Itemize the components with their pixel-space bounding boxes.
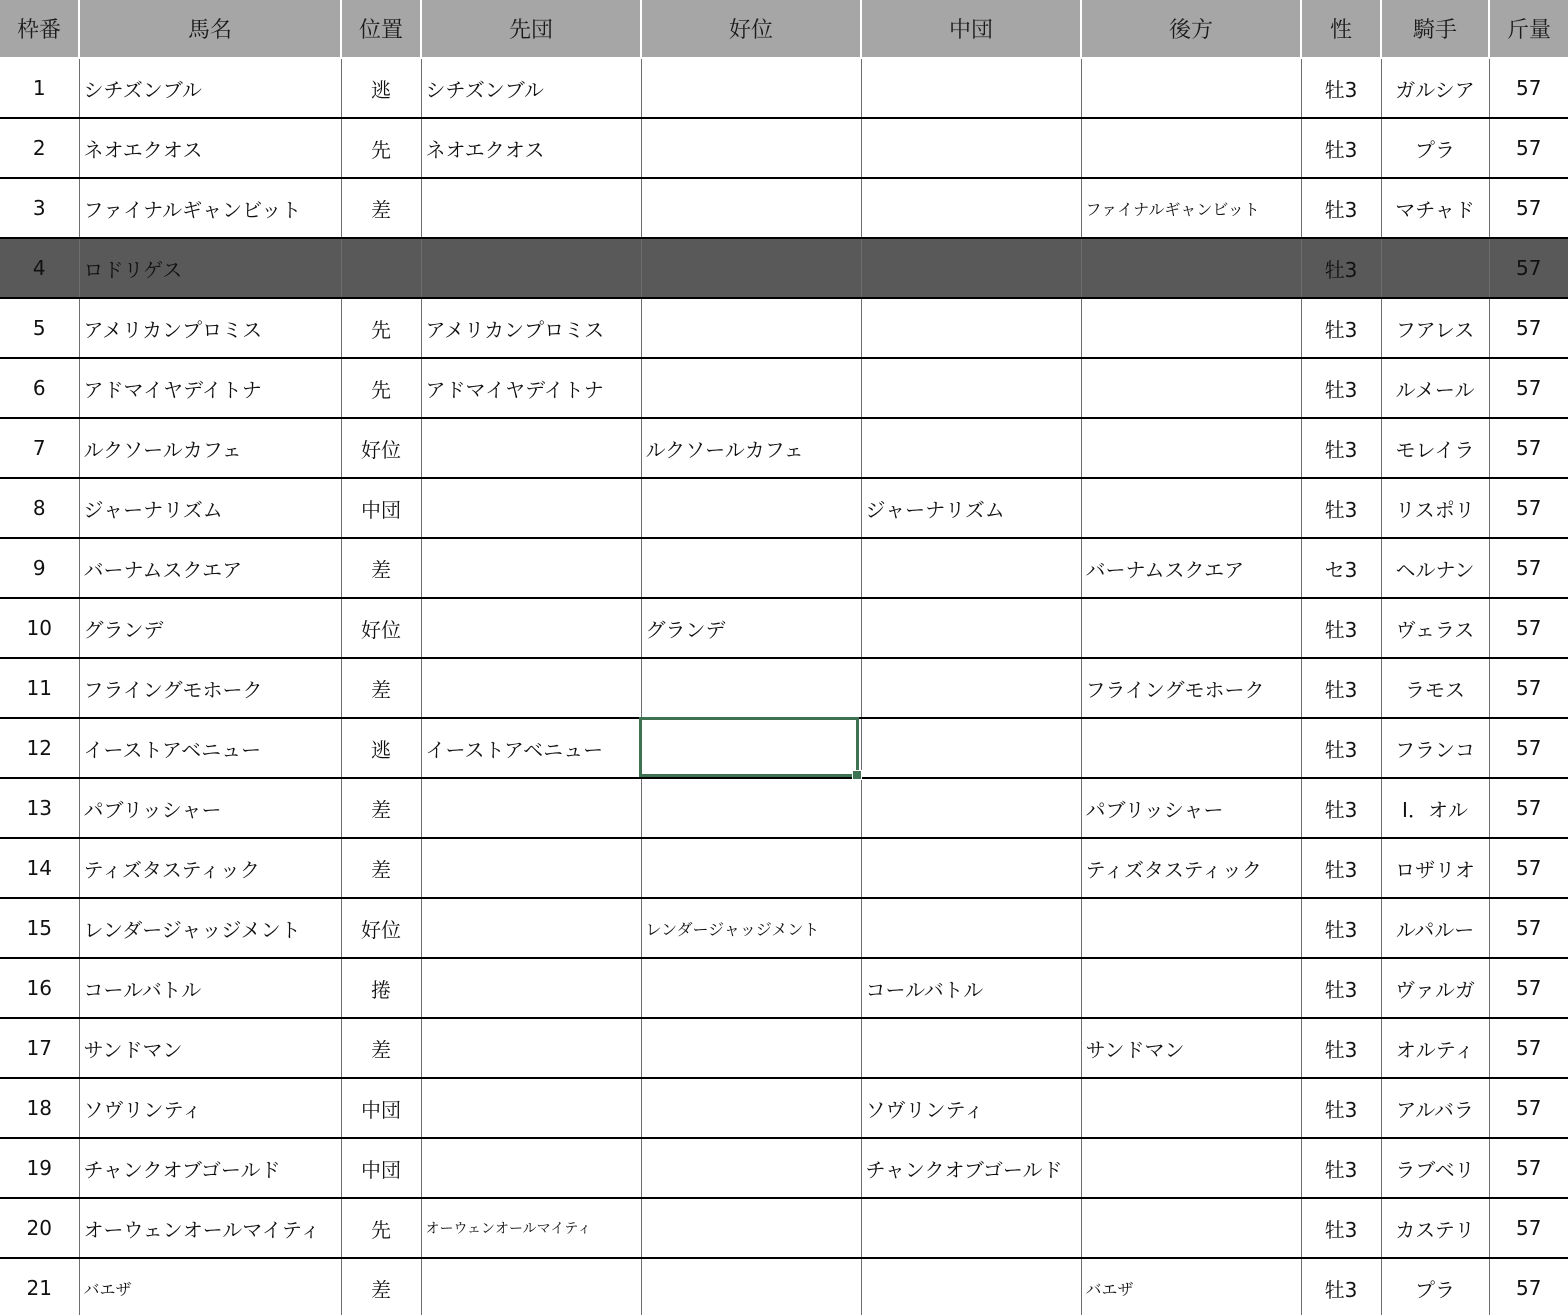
position-cell[interactable]: 差 [341,1258,421,1315]
jockey-cell[interactable]: マチャド [1381,178,1489,238]
middle-group-cell[interactable] [861,298,1081,358]
middle-group-cell[interactable] [861,418,1081,478]
table-row [0,418,1568,478]
middle-group-cell[interactable] [861,598,1081,658]
table-row [0,298,1568,358]
middle-group-cell[interactable] [861,718,1081,778]
horse-name-cell[interactable]: シチズンブル [79,58,341,118]
jockey-cell[interactable]: プラ [1381,118,1489,178]
lead-group-cell[interactable] [421,898,641,958]
frame-cell[interactable]: 15 [0,898,79,958]
sex-age-cell[interactable]: 牡3 [1301,598,1381,658]
weight-cell[interactable]: 57 [1489,538,1568,598]
position-cell[interactable]: 差 [341,658,421,718]
weight-cell[interactable]: 57 [1489,298,1568,358]
good-position-cell[interactable]: ルクソールカフェ [641,418,861,478]
sex-age-cell[interactable]: 牡3 [1301,1258,1381,1315]
horse-name-cell[interactable]: グランデ [79,598,341,658]
sex-age-cell[interactable]: 牡3 [1301,358,1381,418]
jockey-cell[interactable]: プラ [1381,1258,1489,1315]
lead-group-cell[interactable] [421,658,641,718]
horse-name-cell[interactable]: オーウェンオールマイティ [79,1198,341,1258]
table-row [0,838,1568,898]
sex-age-cell[interactable]: 牡3 [1301,658,1381,718]
horse-name-cell[interactable]: ネオエクオス [79,118,341,178]
sex-age-cell[interactable]: 牡3 [1301,1138,1381,1198]
back-group-cell[interactable] [1081,958,1301,1018]
good-position-cell[interactable] [641,1258,861,1315]
weight-cell[interactable]: 57 [1489,658,1568,718]
position-cell[interactable]: 差 [341,838,421,898]
weight-cell[interactable]: 57 [1489,358,1568,418]
lead-group-cell[interactable]: シチズンブル [421,58,641,118]
back-group-cell[interactable]: サンドマン [1081,1018,1301,1078]
jockey-cell[interactable]: ガルシア [1381,58,1489,118]
middle-group-cell[interactable] [861,1018,1081,1078]
sex-age-cell[interactable]: 牡3 [1301,298,1381,358]
frame-cell[interactable]: 21 [0,1258,79,1315]
weight-cell[interactable]: 57 [1489,118,1568,178]
sex-age-cell[interactable]: 牡3 [1301,1078,1381,1138]
sex-age-cell[interactable]: 牡3 [1301,418,1381,478]
sex-age-cell[interactable]: 牡3 [1301,58,1381,118]
lead-group-cell[interactable]: アドマイヤデイトナ [421,358,641,418]
frame-cell[interactable]: 12 [0,718,79,778]
frame-cell[interactable]: 10 [0,598,79,658]
position-cell[interactable]: 先 [341,358,421,418]
good-position-cell[interactable] [641,958,861,1018]
header-jockey[interactable]: 騎手 [1381,0,1489,58]
good-position-cell[interactable] [641,1138,861,1198]
horse-name-cell[interactable]: バーナムスクエア [79,538,341,598]
jockey-cell[interactable]: ヴァルガ [1381,958,1489,1018]
horse-name-cell[interactable]: サンドマン [79,1018,341,1078]
header-row [0,0,1568,58]
horse-name-cell[interactable]: ロドリゲス [79,238,341,298]
good-position-cell[interactable]: グランデ [641,598,861,658]
lead-group-cell[interactable] [421,778,641,838]
lead-group-cell[interactable] [421,178,641,238]
frame-cell[interactable]: 18 [0,1078,79,1138]
position-cell[interactable]: 先 [341,298,421,358]
table-row [0,598,1568,658]
weight-cell[interactable]: 57 [1489,838,1568,898]
jockey-cell[interactable]: ラモス [1381,658,1489,718]
table-row [0,1198,1568,1258]
frame-cell[interactable]: 6 [0,358,79,418]
jockey-cell[interactable]: オルティ [1381,1018,1489,1078]
jockey-cell[interactable]: ルメール [1381,358,1489,418]
sex-age-cell[interactable]: 牡3 [1301,478,1381,538]
lead-group-cell[interactable]: ネオエクオス [421,118,641,178]
lead-group-cell[interactable] [421,958,641,1018]
good-position-cell[interactable]: レンダージャッジメント [641,898,861,958]
jockey-cell[interactable]: カステリ [1381,1198,1489,1258]
back-group-cell[interactable] [1081,58,1301,118]
back-group-cell[interactable] [1081,118,1301,178]
back-group-cell[interactable] [1081,478,1301,538]
sex-age-cell[interactable]: 牡3 [1301,718,1381,778]
position-cell[interactable]: 逃 [341,58,421,118]
position-cell[interactable]: 好位 [341,418,421,478]
weight-cell[interactable]: 57 [1489,1078,1568,1138]
good-position-cell[interactable] [641,238,861,298]
header-frame[interactable]: 枠番 [0,0,79,58]
lead-group-cell[interactable] [421,838,641,898]
middle-group-cell[interactable] [861,58,1081,118]
frame-cell[interactable]: 7 [0,418,79,478]
jockey-cell[interactable]: ロザリオ [1381,838,1489,898]
back-group-cell[interactable]: フライングモホーク [1081,658,1301,718]
good-position-cell[interactable] [641,1018,861,1078]
frame-cell[interactable]: 2 [0,118,79,178]
back-group-cell[interactable] [1081,598,1301,658]
weight-cell[interactable]: 57 [1489,1138,1568,1198]
jockey-cell[interactable]: モレイラ [1381,418,1489,478]
lead-group-cell[interactable] [421,1258,641,1315]
weight-cell[interactable]: 57 [1489,58,1568,118]
frame-cell[interactable]: 11 [0,658,79,718]
weight-cell[interactable]: 57 [1489,478,1568,538]
position-cell[interactable]: 捲 [341,958,421,1018]
sex-age-cell[interactable]: 牡3 [1301,118,1381,178]
good-position-cell[interactable] [641,718,861,778]
horse-name-cell[interactable]: パブリッシャー [79,778,341,838]
position-cell[interactable]: 先 [341,118,421,178]
back-group-cell[interactable] [1081,718,1301,778]
back-group-cell[interactable] [1081,1078,1301,1138]
weight-cell[interactable]: 57 [1489,958,1568,1018]
position-cell[interactable]: 中団 [341,1078,421,1138]
header-back[interactable]: 後方 [1081,0,1301,58]
table-row [0,658,1568,718]
middle-group-cell[interactable] [861,238,1081,298]
middle-group-cell[interactable]: ソヴリンティ [861,1078,1081,1138]
horse-name-cell[interactable]: ルクソールカフェ [79,418,341,478]
back-group-cell[interactable]: パブリッシャー [1081,778,1301,838]
header-name[interactable]: 馬名 [79,0,341,58]
position-cell[interactable]: 好位 [341,598,421,658]
table-row [0,1078,1568,1138]
back-group-cell[interactable] [1081,1198,1301,1258]
jockey-cell[interactable]: リスポリ [1381,478,1489,538]
weight-cell[interactable]: 57 [1489,178,1568,238]
position-cell[interactable]: 中団 [341,1138,421,1198]
horse-name-cell[interactable]: イーストアベニュー [79,718,341,778]
table-row [0,118,1568,178]
weight-cell[interactable]: 57 [1489,718,1568,778]
frame-cell[interactable]: 20 [0,1198,79,1258]
table-row [0,238,1568,298]
table-row [0,778,1568,838]
jockey-cell[interactable] [1381,238,1489,298]
horse-name-cell[interactable]: チャンクオブゴールド [79,1138,341,1198]
weight-cell[interactable]: 57 [1489,418,1568,478]
good-position-cell[interactable] [641,778,861,838]
good-position-cell[interactable] [641,1078,861,1138]
back-group-cell[interactable] [1081,898,1301,958]
position-cell[interactable]: 差 [341,778,421,838]
good-position-cell[interactable] [641,358,861,418]
table-row [0,478,1568,538]
frame-cell[interactable]: 16 [0,958,79,1018]
horse-name-cell[interactable]: アメリカンプロミス [79,298,341,358]
frame-cell[interactable]: 1 [0,58,79,118]
lead-group-cell[interactable] [421,1138,641,1198]
good-position-cell[interactable] [641,1198,861,1258]
back-group-cell[interactable]: ティズタスティック [1081,838,1301,898]
sex-age-cell[interactable]: 牡3 [1301,838,1381,898]
good-position-cell[interactable] [641,658,861,718]
weight-cell[interactable]: 57 [1489,778,1568,838]
back-group-cell[interactable] [1081,418,1301,478]
frame-cell[interactable]: 19 [0,1138,79,1198]
middle-group-cell[interactable] [861,358,1081,418]
table-row [0,898,1568,958]
lead-group-cell[interactable]: イーストアベニュー [421,718,641,778]
sex-age-cell[interactable]: 牡3 [1301,1198,1381,1258]
jockey-cell[interactable]: I．オル [1381,778,1489,838]
sex-age-cell[interactable]: 牡3 [1301,898,1381,958]
lead-group-cell[interactable] [421,538,641,598]
back-group-cell[interactable]: バエザ [1081,1258,1301,1315]
good-position-cell[interactable] [641,538,861,598]
table-row [0,958,1568,1018]
table-row [0,718,1568,778]
lead-group-cell[interactable] [421,1018,641,1078]
middle-group-cell[interactable]: コールバトル [861,958,1081,1018]
middle-group-cell[interactable]: ジャーナリズム [861,478,1081,538]
position-cell[interactable] [341,238,421,298]
horse-name-cell[interactable]: ソヴリンティ [79,1078,341,1138]
middle-group-cell[interactable] [861,1198,1081,1258]
header-lead[interactable]: 先団 [421,0,641,58]
lead-group-cell[interactable] [421,418,641,478]
middle-group-cell[interactable] [861,178,1081,238]
horse-name-cell[interactable]: ファイナルギャンビット [79,178,341,238]
header-middle[interactable]: 中団 [861,0,1081,58]
back-group-cell[interactable] [1081,358,1301,418]
good-position-cell[interactable] [641,298,861,358]
horse-name-cell[interactable]: ティズタスティック [79,838,341,898]
jockey-cell[interactable]: フアレス [1381,298,1489,358]
position-cell[interactable]: 中団 [341,478,421,538]
frame-cell[interactable]: 17 [0,1018,79,1078]
table-row [0,358,1568,418]
horse-name-cell[interactable]: バエザ [79,1258,341,1315]
jockey-cell[interactable]: ヘルナン [1381,538,1489,598]
back-group-cell[interactable]: バーナムスクエア [1081,538,1301,598]
sex-age-cell[interactable]: 牡3 [1301,778,1381,838]
sex-age-cell[interactable]: 牡3 [1301,958,1381,1018]
jockey-cell[interactable]: ラブベリ [1381,1138,1489,1198]
sex-age-cell[interactable]: 牡3 [1301,1018,1381,1078]
table-row [0,1018,1568,1078]
back-group-cell[interactable]: ファイナルギャンビット [1081,178,1301,238]
good-position-cell[interactable] [641,118,861,178]
weight-cell[interactable]: 57 [1489,1198,1568,1258]
good-position-cell[interactable] [641,478,861,538]
middle-group-cell[interactable] [861,118,1081,178]
lead-group-cell[interactable]: アメリカンプロミス [421,298,641,358]
lead-group-cell[interactable] [421,598,641,658]
middle-group-cell[interactable] [861,1258,1081,1315]
header-sex[interactable]: 性 [1301,0,1381,58]
position-cell[interactable]: 逃 [341,718,421,778]
lead-group-cell[interactable] [421,238,641,298]
weight-cell[interactable]: 57 [1489,898,1568,958]
position-cell[interactable]: 好位 [341,898,421,958]
frame-cell[interactable]: 8 [0,478,79,538]
horse-name-cell[interactable]: ジャーナリズム [79,478,341,538]
frame-cell[interactable]: 13 [0,778,79,838]
table-row [0,58,1568,118]
weight-cell[interactable]: 57 [1489,238,1568,298]
frame-cell[interactable]: 3 [0,178,79,238]
frame-cell[interactable]: 5 [0,298,79,358]
horse-name-cell[interactable]: アドマイヤデイトナ [79,358,341,418]
table-row [0,538,1568,598]
horse-name-cell[interactable]: フライングモホーク [79,658,341,718]
sex-age-cell[interactable]: セ3 [1301,538,1381,598]
middle-group-cell[interactable] [861,658,1081,718]
frame-cell[interactable]: 9 [0,538,79,598]
weight-cell[interactable]: 57 [1489,1258,1568,1315]
horse-name-cell[interactable]: コールバトル [79,958,341,1018]
position-cell[interactable]: 差 [341,538,421,598]
sex-age-cell[interactable]: 牡3 [1301,238,1381,298]
good-position-cell[interactable] [641,178,861,238]
horse-name-cell[interactable]: レンダージャッジメント [79,898,341,958]
back-group-cell[interactable] [1081,298,1301,358]
lead-group-cell[interactable] [421,478,641,538]
lead-group-cell[interactable]: オーウェンオールマイティ [421,1198,641,1258]
middle-group-cell[interactable] [861,778,1081,838]
back-group-cell[interactable] [1081,238,1301,298]
jockey-cell[interactable]: ルパルー [1381,898,1489,958]
back-group-cell[interactable] [1081,1138,1301,1198]
frame-cell[interactable]: 14 [0,838,79,898]
header-position[interactable]: 位置 [341,0,421,58]
middle-group-cell[interactable] [861,838,1081,898]
good-position-cell[interactable] [641,58,861,118]
jockey-cell[interactable]: アルバラ [1381,1078,1489,1138]
jockey-cell[interactable]: ヴェラス [1381,598,1489,658]
middle-group-cell[interactable] [861,898,1081,958]
lead-group-cell[interactable] [421,1078,641,1138]
table-row [0,1138,1568,1198]
position-cell[interactable]: 差 [341,178,421,238]
frame-cell[interactable]: 4 [0,238,79,298]
jockey-cell[interactable]: フランコ [1381,718,1489,778]
header-weight[interactable]: 斤量 [1489,0,1568,58]
middle-group-cell[interactable]: チャンクオブゴールド [861,1138,1081,1198]
middle-group-cell[interactable] [861,538,1081,598]
header-good[interactable]: 好位 [641,0,861,58]
position-cell[interactable]: 差 [341,1018,421,1078]
good-position-cell[interactable] [641,838,861,898]
weight-cell[interactable]: 57 [1489,598,1568,658]
position-cell[interactable]: 先 [341,1198,421,1258]
table-row [0,178,1568,238]
table-row [0,1258,1568,1315]
weight-cell[interactable]: 57 [1489,1018,1568,1078]
sex-age-cell[interactable]: 牡3 [1301,178,1381,238]
